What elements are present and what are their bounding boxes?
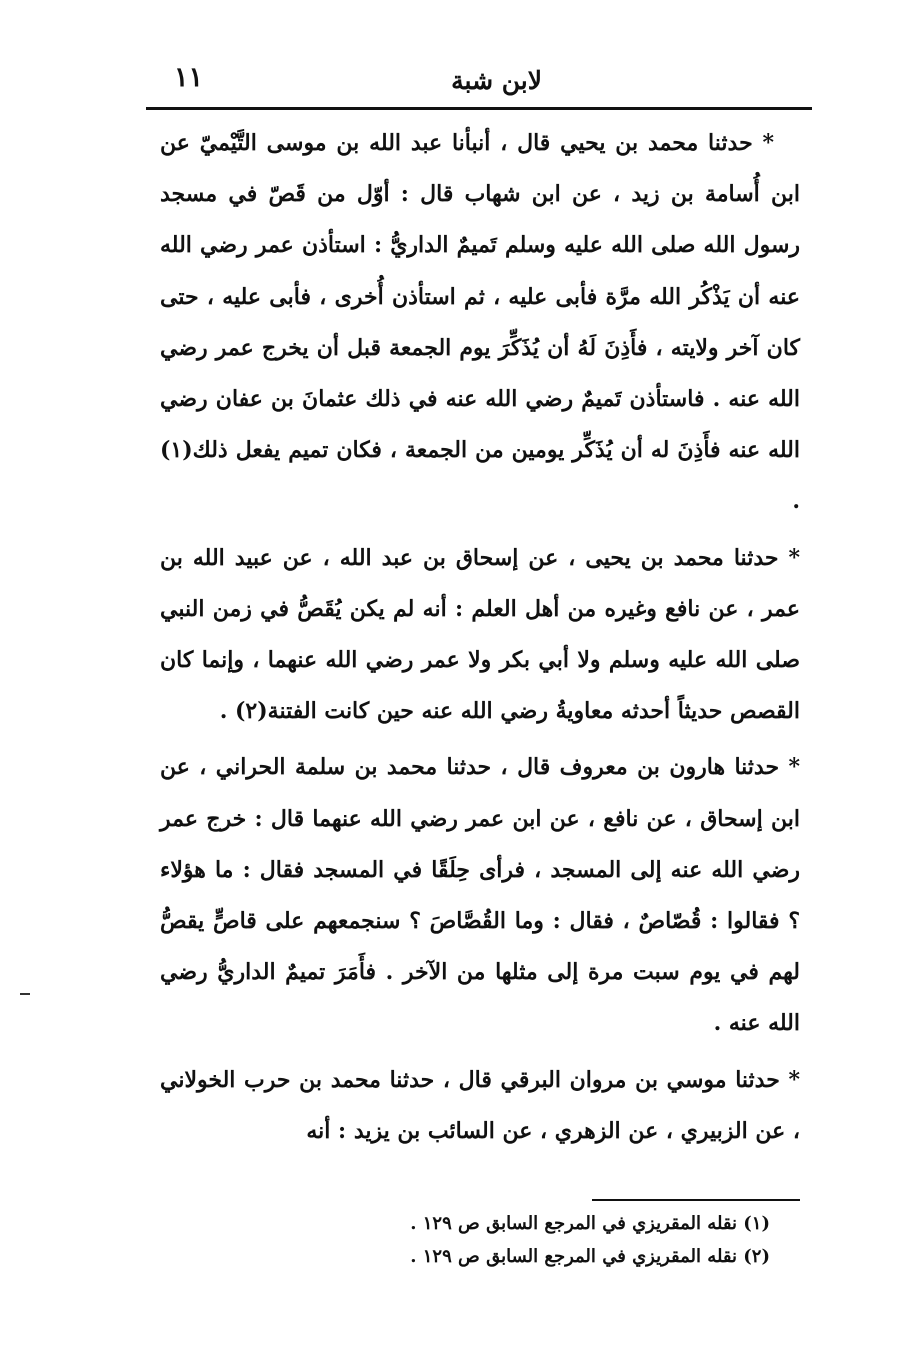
paragraph-3: * حدثنا هارون بن معروف قال ، حدثنا محمد بن سلمة الحراني ، عن ابن إسحاق ، عن نافع ، عن ابن عمر رضي الله عنهما قال : خرج عمر رضي الله عنه إلى المسجد ، فرأى حِلَقًا في المسجد فقال : ما هؤلاء ؟ فقالوا : قُصّاصٌ ، فقال : وما القُصَّاصَ ؟ سنجمعهم على قاصٍّ يقصُّ لهم في يوم سبت مرة إلى مثلها من الآخر . فأَمَرَ تميمٌ الداريُّ رضي الله عنه .	[160, 754, 800, 1037]
paragraph-2: * حدثنا محمد بن يحيى ، عن إسحاق بن عبد الله ، عن عبيد الله بن عمر ، عن نافع وغيره من أهل العلم : أنه لم يكن يُقَصُّ في زمن النبي صلى الله عليه وسلم ولا أبي بكر ولا عمر رضي الله عنهما ، وإنما كان القصص حديثاً أحدثه معاويةُ رضي الله عنه حين كانت الفتنة(٢) .	[160, 544, 800, 725]
footnote-2: (٢) نقله المقريزي في المرجع السابق ص ١٢٩ .	[410, 1246, 770, 1267]
paragraph-1: * حدثنا محمد بن يحيي قال ، أنبأنا عبد الله بن موسى التَّيْميّ عن ابن أُسامة بن زيد ، عن ابن شهاب قال : أوّل من قَصّ في مسجد رسول الله صلى الله عليه وسلم تَميمٌ الداريُّ : استأذن عمر رضي الله عنه أن يَذْكُر الله مرَّة فأبى عليه ، ثم استأذن أُخرى ، فأبى عليه ، حتى كان آخر ولايته ، فأَذِنَ لَهُ أن يُذَكِّرَ يوم الجمعة قبل أن يخرج عمر رضي الله عنه . فاستأذن تَميمٌ رضي الله عنه في ذلك عثمانَ بن عفان رضي الله عنه فأَذِنَ له أن يُذَكِّر يومين من الجمعة ، فكان تميم يفعل ذلك(١) .	[160, 130, 800, 515]
footnote-1: (١) نقله المقريزي في المرجع السابق ص ١٢٩ .	[410, 1213, 770, 1234]
page-number: ١١	[174, 62, 204, 93]
header-rule	[146, 107, 812, 110]
footnote-rule	[592, 1199, 800, 1201]
running-title: لابن شبة	[451, 66, 542, 95]
main-text	[160, 118, 800, 1162]
page-header	[150, 62, 812, 106]
footnotes	[300, 1207, 770, 1273]
paragraph-4: * حدثنا موسي بن مروان البرقي قال ، حدثنا محمد بن حرب الخولاني ، عن الزبيري ، عن الزهري ، عن السائب بن يزيد : أنه	[160, 1066, 800, 1144]
margin-mark	[20, 993, 30, 995]
